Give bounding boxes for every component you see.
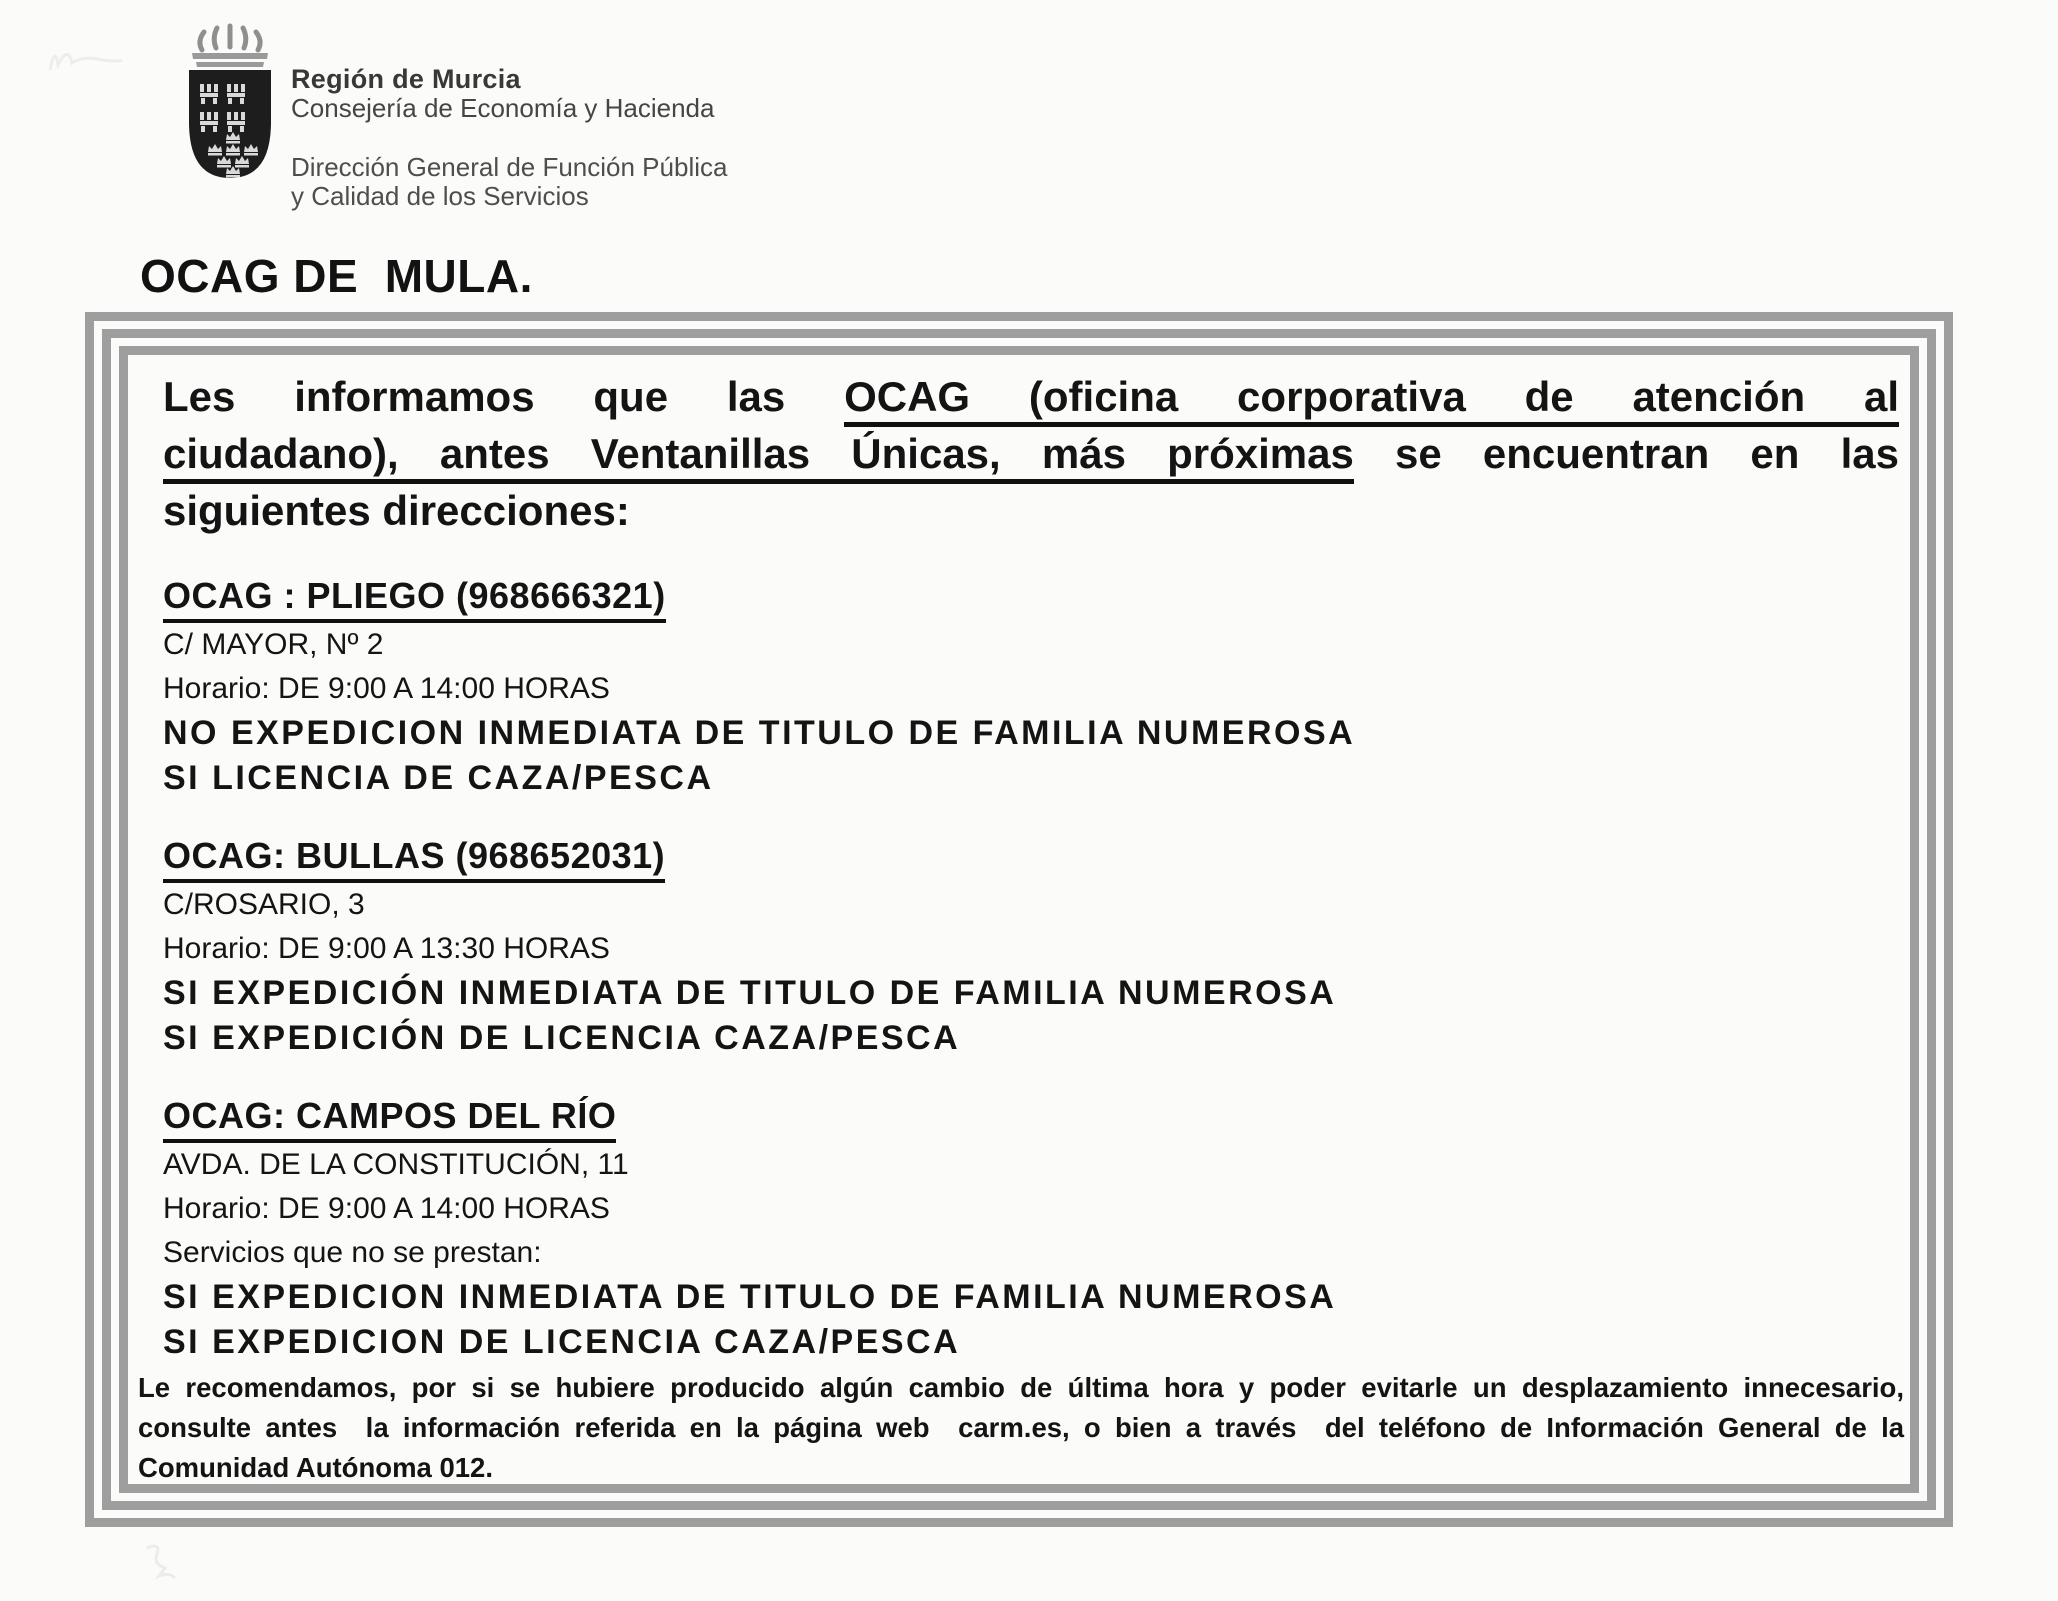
directorate-line1: Dirección General de Función Pública [291,152,728,182]
notice-box-middle-border [102,329,1936,1510]
office-info-line: Horario: DE 9:00 A 14:00 HORAS [163,1192,610,1225]
office-info-line: C/ROSARIO, 3 [163,888,365,921]
footer-line: Comunidad Autónoma 012. [138,1452,493,1483]
office-service-line: SI EXPEDICIÓN DE LICENCIA CAZA/PESCA [163,1019,961,1057]
org-name: Región de Murcia [291,64,521,94]
intro-paragraph [163,368,1899,539]
scan-artifact [135,1540,205,1590]
office-service-line: NO EXPEDICION INMEDIATA DE TITULO DE FAMILIA NUMEROSA [163,714,1356,752]
office-service-line: SI EXPEDICIÓN INMEDIATA DE TITULO DE FAMILIA NUMEROSA [163,974,1337,1012]
office-title [163,1096,1884,1136]
letterhead-spacer [291,123,727,153]
office-title-underline: OCAG : PLIEGO (968666321) [163,575,666,623]
footer-paragraph [138,1368,1904,1488]
office-section [163,836,1884,1061]
office-service-line: SI EXPEDICION DE LICENCIA CAZA/PESCA [163,1323,961,1361]
intro-line: ciudadano), antes Ventanillas Únicas, más próximas se encuentran en las [163,425,1899,482]
crown-icon [200,26,260,50]
intro-line: Les informamos que las OCAG (oficina corporativa de atención al [163,368,1899,425]
footer-line: consulte antes la información referida en la página web carm.es, o bien a través del teléfono de Información General de la [138,1412,1904,1443]
underlined-text: ciudadano), antes Ventanillas Únicas, más próximas [163,430,1354,484]
office-info-line: Servicios que no se prestan: [163,1236,542,1269]
letterhead-text [291,64,727,211]
office-service-line: SI EXPEDICION INMEDIATA DE TITULO DE FAMILIA NUMEROSA [163,1278,1337,1316]
office-list [163,576,1884,1365]
notice-box [85,312,1953,1527]
document-title: OCAG DE MULA. [140,250,533,302]
office-title-underline: OCAG: BULLAS (968652031) [163,835,665,883]
office-info-line: AVDA. DE LA CONSTITUCIÓN, 11 [163,1148,629,1181]
footer-line: Le recomendamos, por si se hubiere producido algún cambio de última hora y poder evitarle un desplazamiento innecesario, [138,1372,1904,1403]
underlined-text: OCAG (oficina corporativa de atención al [844,373,1899,427]
region-de-murcia-coat-of-arms-icon [185,20,275,178]
notice-box-inner [119,346,1919,1493]
scan-artifact [30,30,150,90]
office-info-line: C/ MAYOR, Nº 2 [163,628,384,661]
office-section [163,576,1884,801]
department-name: Consejería de Economía y Hacienda [291,93,715,123]
directorate-line2: y Calidad de los Servicios [291,181,589,211]
crown-band [192,53,268,67]
intro-line: siguientes direcciones: [163,487,630,534]
office-info-line: Horario: DE 9:00 A 14:00 HORAS [163,672,610,705]
office-title [163,836,1884,876]
office-title-underline: OCAG: CAMPOS DEL RÍO [163,1095,616,1143]
office-service-line: SI LICENCIA DE CAZA/PESCA [163,759,714,797]
office-title [163,576,1884,616]
office-section [163,1096,1884,1365]
office-info-line: Horario: DE 9:00 A 13:30 HORAS [163,932,610,965]
